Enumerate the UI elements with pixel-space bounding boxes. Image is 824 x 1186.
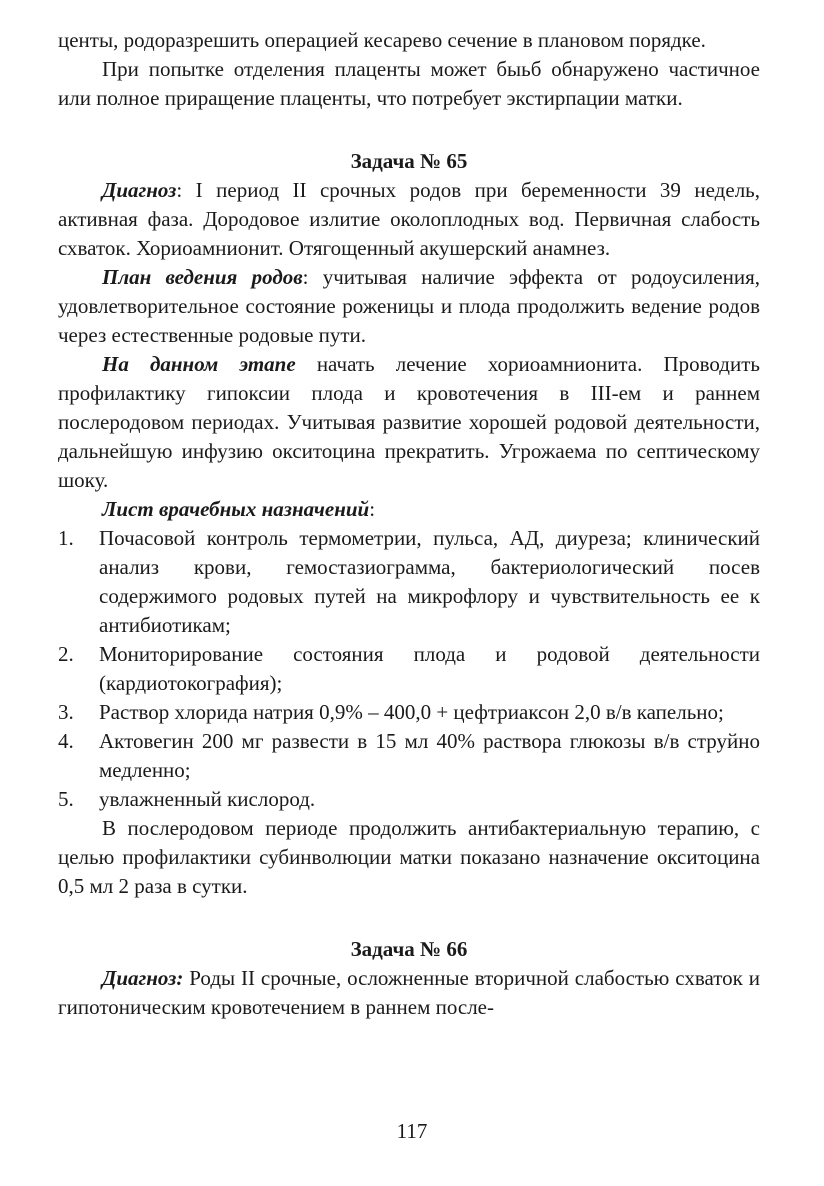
- list-item-number: 4.: [58, 729, 74, 753]
- list-item-number: 3.: [58, 700, 74, 724]
- page-body: [58, 26, 760, 1022]
- diagnosis-text: : I период II срочных родов при беременности 39 недель, активная фаза. Дородовое излитие околоплодных вод. Первичная слабость схваток. Хориоамнионит. Отягощенный акушерский анамнез.: [58, 178, 760, 260]
- diagnosis-text: Роды II срочные, осложненные вторичной слабостью схваток и гипотоническим кровотечением в раннем после-: [58, 966, 760, 1019]
- task-65-diagnosis: [58, 176, 760, 263]
- list-item-number: 2.: [58, 642, 74, 666]
- list-item: [58, 640, 760, 698]
- task-65-title: Задача № 65: [350, 149, 468, 173]
- task-65-postpartum: В послеродовом периоде продолжить антибактериальную терапию, с целью профилактики субинволюции матки показано назначение окситоцина 0,5 мл 2 раза в сутки.: [58, 816, 760, 898]
- task-65-stage: [58, 350, 760, 495]
- list-item-number: 1.: [58, 526, 74, 550]
- stage-text: начать лечение хориоамнионита. Проводить профилактику гипоксии плода и кровотечения в III-ем и раннем послеродовом периодах. Учитывая развитие хорошей родовой деятельности, дальнейшую инфузию окситоцина прекратить. Угрожаема по септическому шоку.: [58, 352, 760, 492]
- list-item-text: увлажненный кислород.: [99, 787, 316, 811]
- orders-list: [58, 524, 760, 814]
- list-item-text: Актовегин 200 мг развести в 15 мл 40% раствора глюкозы в/в струйно медленно;: [99, 729, 760, 782]
- list-item: [58, 785, 760, 814]
- task-66-diagnosis: [58, 964, 760, 1022]
- plan-text: : учитывая наличие эффекта от родоусиления, удовлетворительное состояние роженицы и плода продолжить ведение родов через естественные родовые пути.: [58, 265, 760, 347]
- task-66-title: Задача № 66: [350, 937, 468, 961]
- intro-paragraph-2: При попытке отделения плаценты может быьб обнаружено частичное или полное приращение плаценты, что потребует экстирпации матки.: [58, 57, 760, 110]
- diagnosis-label: Диагноз:: [102, 966, 184, 990]
- plan-label: План ведения родов: [102, 265, 303, 289]
- diagnosis-label: Диагноз: [102, 178, 177, 202]
- page-number: 117: [396, 1119, 428, 1143]
- list-item: [58, 727, 760, 785]
- list-item-number: 5.: [58, 787, 74, 811]
- list-item-text: Мониторирование состояния плода и родовой деятельности (кардиотокография);: [99, 642, 760, 695]
- list-item: [58, 524, 760, 640]
- orders-label: Лист врачебных назначений: [102, 497, 370, 521]
- list-item-text: Раствор хлорида натрия 0,9% – 400,0 + цефтриаксон 2,0 в/в капельно;: [99, 700, 724, 724]
- list-item: [58, 698, 760, 727]
- list-item-text: Почасовой контроль термометрии, пульса, АД, диуреза; клинический анализ крови, гемостазиограмма, бактериологический посев содержимого родовых путей на микрофлору и чувствительность ее к антибиотикам;: [99, 526, 760, 637]
- task-65-orders-heading: [58, 495, 760, 524]
- stage-label: На данном этапе: [102, 352, 296, 376]
- orders-colon: :: [369, 497, 376, 521]
- task-65-plan: [58, 263, 760, 350]
- intro-paragraph-1: центы, родоразрешить операцией кесарево сечение в плановом порядке.: [58, 28, 706, 52]
